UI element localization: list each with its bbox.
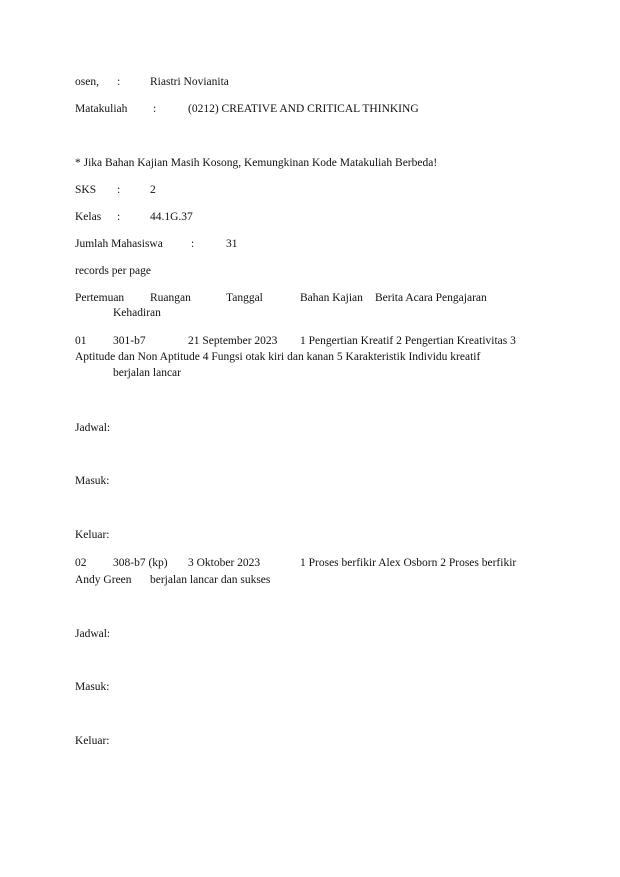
jumlah-separator: : xyxy=(191,238,195,250)
meeting-keluar-label: Keluar: xyxy=(75,529,110,541)
kelas-label: Kelas xyxy=(75,211,102,223)
meeting-number: 01 xyxy=(75,335,87,347)
header-berita-acara: Berita Acara Pengajaran xyxy=(375,292,487,304)
meeting-keluar-label: Keluar: xyxy=(75,735,110,747)
header-kehadiran: Kehadiran xyxy=(113,307,161,319)
meeting-jadwal-label: Jadwal: xyxy=(75,628,111,640)
kelas-value: 44.1G.37 xyxy=(150,211,193,223)
jumlah-label: Jumlah Mahasiswa xyxy=(75,238,163,250)
dosen-row xyxy=(0,75,620,89)
matakuliah-value: (0212) CREATIVE AND CRITICAL THINKING xyxy=(188,103,419,115)
meeting-topic-line1: 1 Pengertian Kreatif 2 Pengertian Kreativitas 3 xyxy=(300,335,516,347)
dosen-label: osen, xyxy=(75,76,99,88)
meeting-room: 301-b7 xyxy=(113,335,146,347)
meeting-number: 02 xyxy=(75,557,87,569)
header-tanggal: Tanggal xyxy=(226,292,263,304)
meeting-topic-line2: Andy Green xyxy=(75,574,132,586)
kelas-separator: : xyxy=(117,211,121,223)
meeting-date: 21 September 2023 xyxy=(188,335,278,347)
meeting-room: 308-b7 (kp) xyxy=(113,557,168,569)
meeting-notes: berjalan lancar xyxy=(113,367,181,379)
header-pertemuan: Pertemuan xyxy=(75,292,125,304)
meeting-row-02 xyxy=(0,556,620,570)
jumlah-value: 31 xyxy=(226,238,238,250)
table-header-row xyxy=(0,291,620,305)
sks-separator: : xyxy=(117,184,121,196)
meeting-topic-line1: 1 Proses berfikir Alex Osborn 2 Proses berfikir xyxy=(300,557,517,569)
note-text: * Jika Bahan Kajian Masih Kosong, Kemungkinan Kode Matakuliah Berbeda! xyxy=(75,157,438,169)
header-ruangan: Ruangan xyxy=(150,292,191,304)
meeting-date: 3 Oktober 2023 xyxy=(188,557,261,569)
sks-value: 2 xyxy=(150,184,156,196)
header-bahan-kajian: Bahan Kajian xyxy=(300,292,363,304)
matakuliah-separator: : xyxy=(153,103,157,115)
matakuliah-label: Matakuliah xyxy=(75,103,128,115)
matakuliah-row xyxy=(0,102,620,116)
dosen-separator: : xyxy=(117,76,121,88)
meeting-row-01 xyxy=(0,334,620,348)
meeting-topic-line2: Aptitude dan Non Aptitude 4 Fungsi otak kiri dan kanan 5 Karakteristik Individu kreatif xyxy=(75,351,481,363)
sks-row xyxy=(0,183,620,197)
meeting-masuk-label: Masuk: xyxy=(75,681,110,693)
meeting-masuk-label: Masuk: xyxy=(75,475,110,487)
meeting-row-02-cont xyxy=(0,573,620,587)
meeting-notes: berjalan lancar dan sukses xyxy=(150,574,271,586)
jumlah-row xyxy=(0,237,620,251)
meeting-jadwal-label: Jadwal: xyxy=(75,422,111,434)
dosen-value: Riastri Novianita xyxy=(150,76,229,88)
records-per-page[interactable]: records per page xyxy=(75,265,151,277)
kelas-row xyxy=(0,210,620,224)
sks-label: SKS xyxy=(75,184,97,196)
